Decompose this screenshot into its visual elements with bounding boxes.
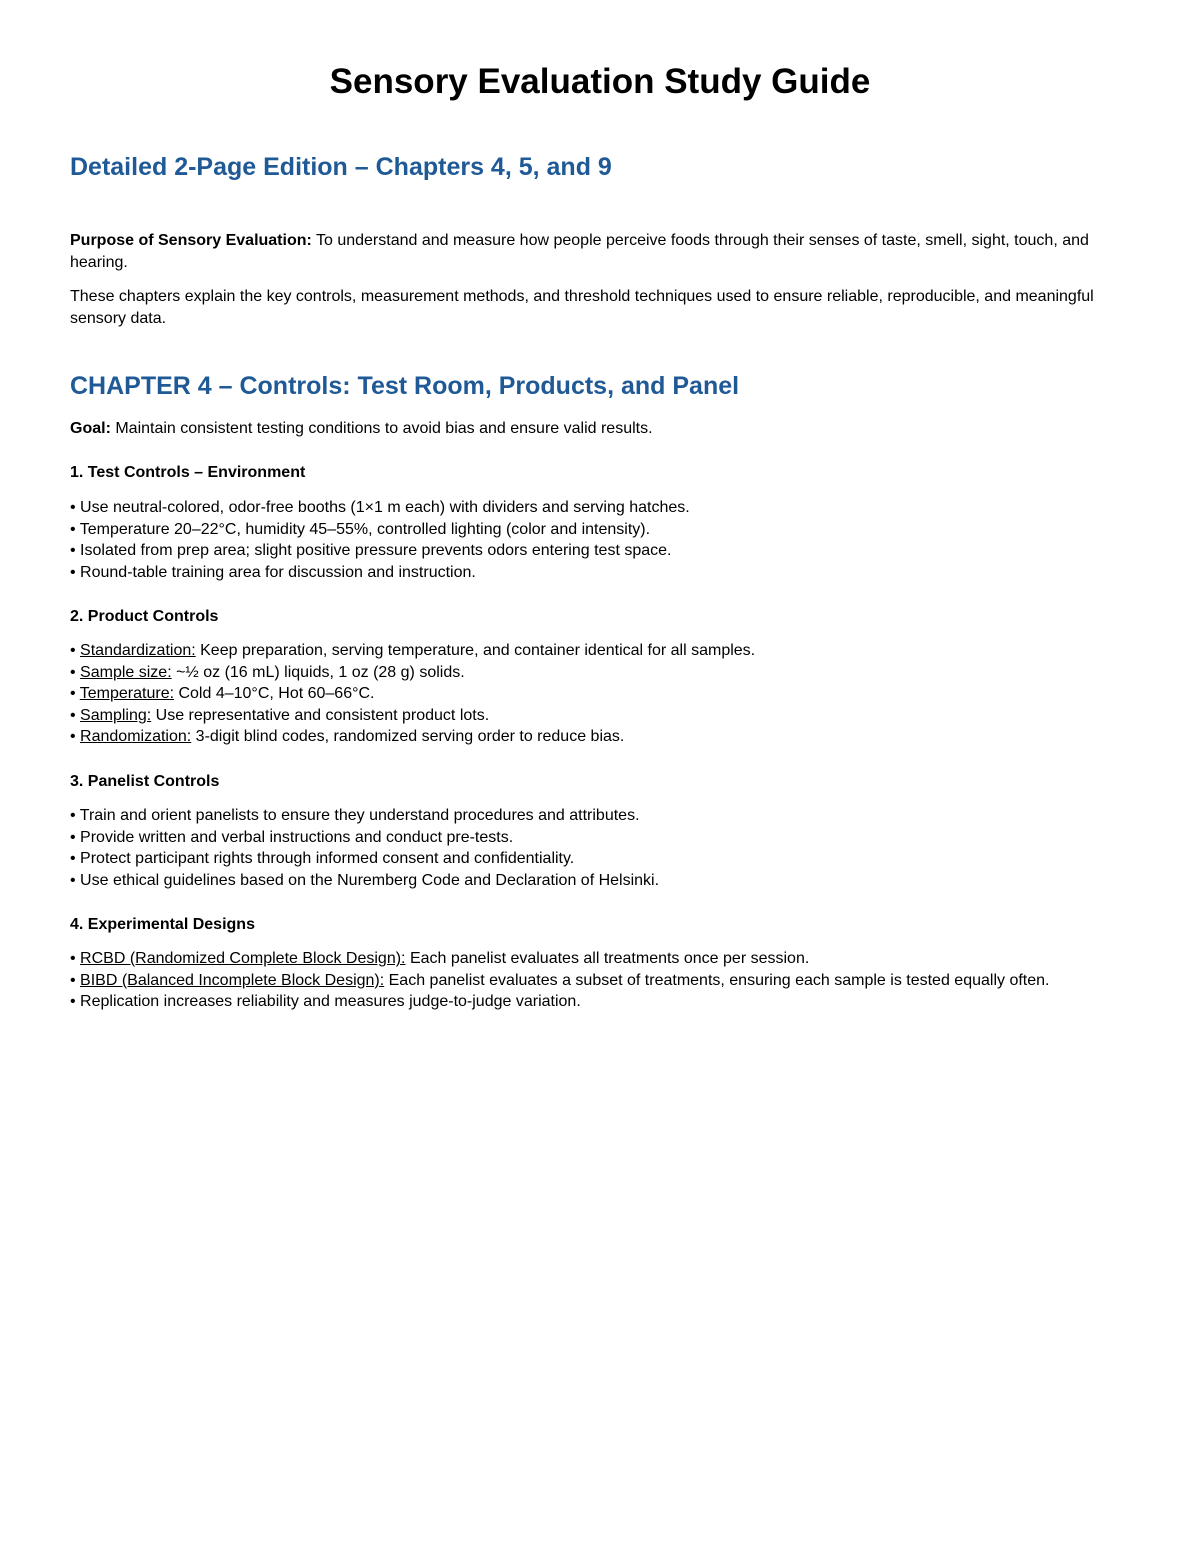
list-item	[70, 970, 1120, 992]
item-text: Each panelist evaluates a subset of treatments, ensuring each sample is tested equally often.	[384, 971, 1050, 989]
page-title: Sensory Evaluation Study Guide	[329, 62, 871, 101]
item-text: 3-digit blind codes, randomized serving order to reduce bias.	[191, 728, 625, 746]
item-term: BIBD (Balanced Incomplete Block Design):	[80, 971, 385, 989]
item-text: Use representative and consistent product lots.	[151, 706, 490, 724]
list-item	[70, 870, 1120, 892]
item-term: Sample size:	[80, 663, 172, 681]
list-item	[70, 705, 1120, 727]
bullet: •	[70, 563, 81, 581]
list-item	[70, 640, 1120, 662]
list-item	[70, 497, 1120, 519]
list-item	[70, 827, 1120, 849]
chapter-4-heading: CHAPTER 4 – Controls: Test Room, Products, and Panel	[70, 372, 740, 400]
experimental-designs-list	[70, 948, 1120, 1013]
list-item	[70, 683, 1120, 705]
list-item	[70, 805, 1120, 827]
item-text: ~½ oz (16 mL) liquids, 1 oz (28 g) solids.	[171, 663, 465, 681]
product-controls-list	[70, 640, 1120, 748]
section-heading-product-controls: 2. Product Controls	[70, 608, 219, 625]
list-item	[70, 991, 1120, 1013]
purpose-text: To understand and measure how people perceive foods through their senses of taste, smell, sight, touch, and hearing.	[70, 232, 1089, 271]
list-item	[70, 948, 1120, 970]
bullet: •	[70, 850, 81, 868]
item-term: Randomization:	[80, 728, 192, 746]
test-controls-list	[70, 497, 1120, 583]
chapters-paragraph: These chapters explain the key controls, measurement methods, and threshold techniques used to ensure reliable, reproducible, and meaningful sensory data.	[70, 288, 1094, 327]
list-item	[70, 662, 1120, 684]
bullet: •	[70, 542, 81, 560]
bullet: •	[70, 706, 81, 724]
item-text: Keep preparation, serving temperature, and container identical for all samples.	[195, 642, 756, 659]
item-text: Cold 4–10°C, Hot 60–66°C.	[174, 685, 375, 703]
list-item	[70, 726, 1120, 748]
bullet: •	[70, 499, 81, 516]
bullet: •	[70, 663, 81, 681]
item-text: Provide written and verbal instructions and conduct pre-tests.	[80, 828, 514, 846]
item-text: Protect participant rights through informed consent and confidentiality.	[80, 850, 575, 868]
item-term: Temperature:	[79, 685, 175, 703]
item-text: Round-table training area for discussion and instruction.	[80, 563, 476, 581]
list-item	[70, 848, 1120, 870]
bullet: •	[70, 807, 80, 824]
item-term: RCBD (Randomized Complete Block Design):	[80, 950, 406, 967]
item-text: Each panelist evaluates all treatments once per session.	[405, 950, 810, 967]
item-term: Sampling:	[80, 706, 152, 724]
bullet: •	[70, 950, 81, 967]
item-text: Temperature 20–22°C, humidity 45–55%, controlled lighting (color and intensity).	[79, 520, 651, 538]
item-text: Use neutral-colored, odor-free booths (1×1 m each) with dividers and serving hatches.	[80, 499, 690, 516]
item-text: Use ethical guidelines based on the Nuremberg Code and Declaration of Helsinki.	[80, 871, 660, 889]
item-term: Standardization:	[80, 642, 196, 659]
section-heading-experimental-designs: 4. Experimental Designs	[70, 916, 255, 933]
purpose-label: Purpose of Sensory Evaluation:	[70, 232, 312, 249]
goal-label: Goal:	[70, 420, 111, 437]
item-text: Train and orient panelists to ensure they understand procedures and attributes.	[79, 807, 640, 824]
bullet: •	[70, 728, 81, 746]
list-item	[70, 519, 1120, 541]
list-item	[70, 540, 1120, 562]
page-subtitle: Detailed 2-Page Edition – Chapters 4, 5, and 9	[70, 153, 612, 181]
bullet: •	[70, 871, 81, 889]
bullet: •	[70, 828, 81, 846]
item-text: Replication increases reliability and measures judge-to-judge variation.	[80, 993, 581, 1011]
bullet: •	[70, 971, 81, 989]
section-heading-test-controls: 1. Test Controls – Environment	[70, 464, 306, 481]
goal-paragraph	[70, 420, 653, 438]
panelist-controls-list	[70, 805, 1120, 891]
bullet: •	[70, 993, 81, 1011]
goal-text: Maintain consistent testing conditions to avoid bias and ensure valid results.	[110, 420, 653, 437]
list-item	[70, 562, 1120, 584]
bullet: •	[70, 642, 81, 659]
section-heading-panelist-controls: 3. Panelist Controls	[70, 773, 220, 790]
purpose-paragraph	[70, 230, 1120, 273]
bullet: •	[70, 520, 80, 538]
bullet: •	[70, 685, 80, 703]
item-text: Isolated from prep area; slight positive pressure prevents odors entering test space.	[80, 542, 672, 560]
